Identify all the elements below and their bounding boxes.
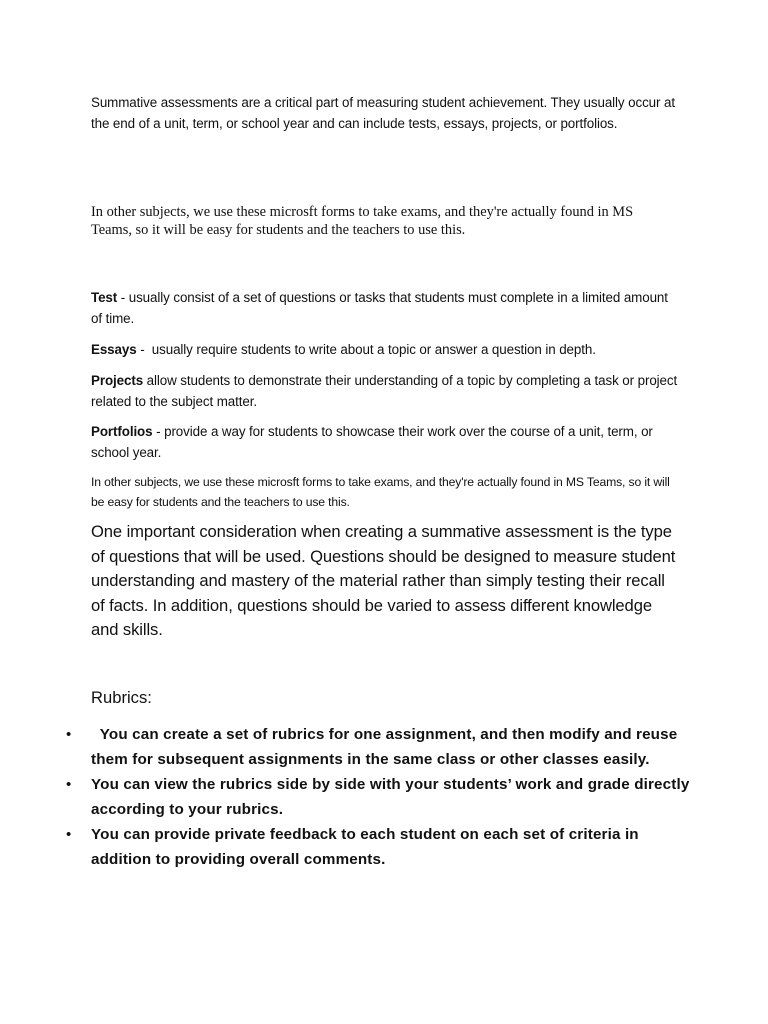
bullet-icon: •	[66, 776, 72, 793]
term-essays-label: Essays	[91, 342, 137, 357]
forms-paragraph-serif: In other subjects, we use these microsft forms to take exams, and they're actually found in MS Teams, so it will be easy for students and the teachers to use this.	[91, 204, 634, 238]
intro-paragraph: Summative assessments are a critical part of measuring student achievement. They usually occur at the end of a unit, term, or school year and can include tests, essays, projects, or portfolios.	[91, 95, 675, 131]
term-test-description: - usually consist of a set of questions or tasks that students must complete in a limited amount of time.	[91, 290, 668, 326]
list-item	[0, 722, 691, 772]
rubrics-bullet-list	[0, 722, 768, 872]
rubrics-heading: Rubrics:	[91, 688, 152, 707]
term-projects-label: Projects	[91, 373, 144, 388]
bullet-icon: •	[66, 726, 72, 743]
term-test	[91, 288, 681, 329]
term-essays-description: - usually require students to write about a topic or answer a question in depth.	[136, 342, 596, 357]
term-portfolios	[91, 422, 681, 463]
bullet-icon: •	[66, 826, 72, 843]
list-item	[0, 822, 691, 872]
term-projects-description: allow students to demonstrate their understanding of a topic by completing a task or project related to the subject matter.	[91, 373, 678, 409]
term-projects	[91, 371, 681, 412]
forms-paragraph-small: In other subjects, we use these microsft forms to take exams, and they're actually found in MS Teams, so it will be easy for students and the teachers to use this.	[91, 475, 670, 509]
term-test-label: Test	[91, 290, 118, 305]
bullet-text: You can create a set of rubrics for one assignment, and then modify and reuse them for subsequent assignments in the same class or other classes easily.	[91, 726, 682, 768]
bullet-text: You can view the rubrics side by side with your students’ work and grade directly according to your rubrics.	[91, 776, 690, 818]
question-design-paragraph: One important consideration when creating a summative assessment is the type of questions that will be used. Questions should be designed to measure student understanding and mastery of the material rather than simply testing their recall of facts. In addition, questions should be varied to assess different knowledge and skills.	[91, 522, 676, 639]
term-portfolios-label: Portfolios	[91, 424, 153, 439]
term-portfolios-description: - provide a way for students to showcase their work over the course of a unit, term, or school year.	[91, 424, 653, 460]
bullet-text: You can provide private feedback to each student on each set of criteria in addition to providing overall comments.	[91, 826, 639, 868]
term-essays	[91, 340, 681, 361]
list-item	[0, 772, 691, 822]
